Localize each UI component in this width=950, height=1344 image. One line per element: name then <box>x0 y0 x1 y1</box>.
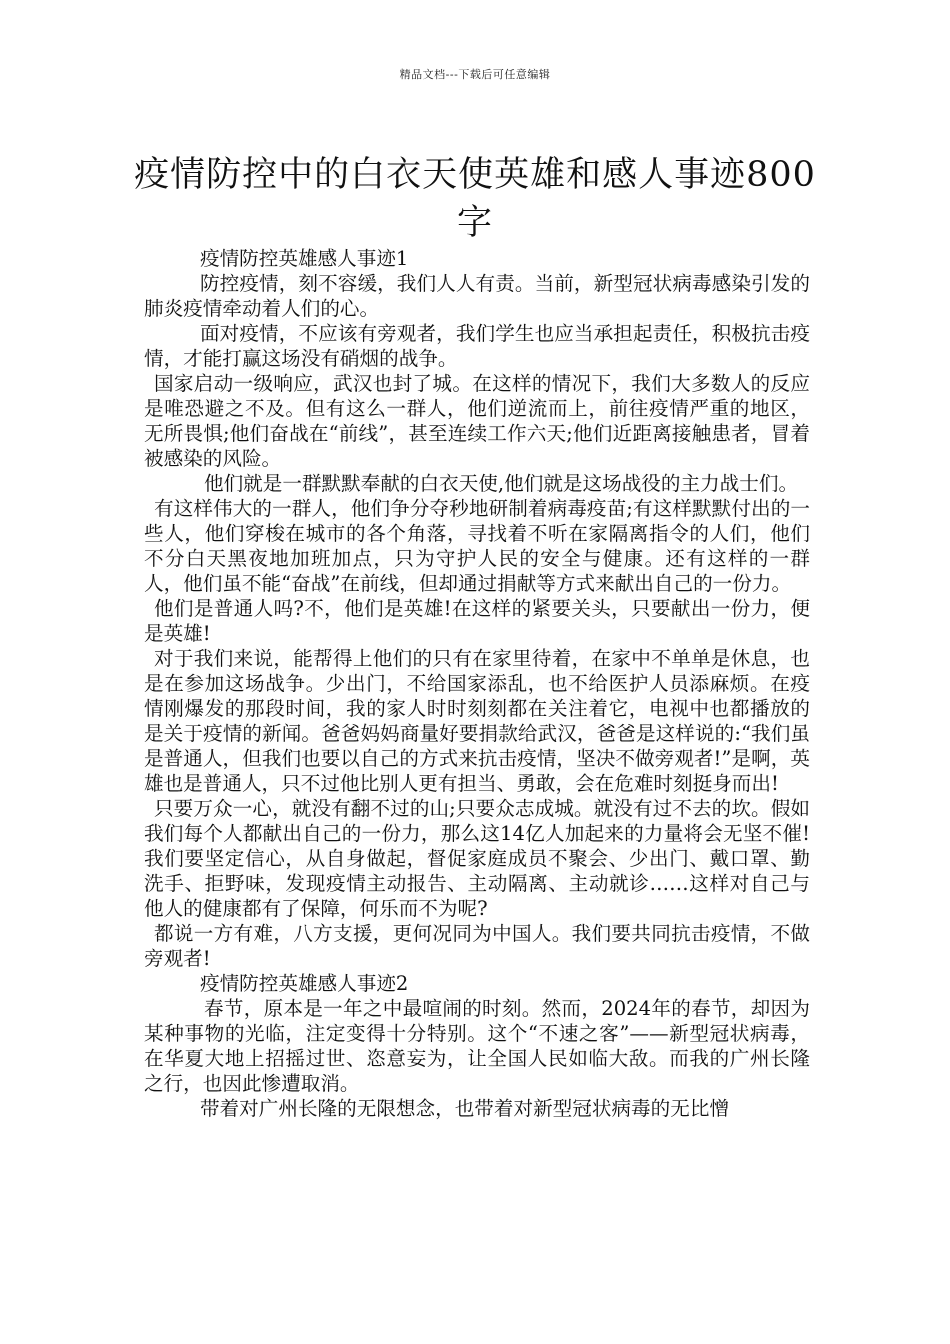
paragraph: 春节，原本是一年之中最喧闹的时刻。然而，2024年的春节，却因为某种事物的光临，注定变得十分特别。这个“不速之客”——新型冠状病毒，在华夏大地上招摇过世、恣意妄为，让全国人民如临大敌。而我的广州长隆之行，也因此惨遭取消。 <box>144 997 810 1095</box>
paragraph: 他们是普通人吗?不，他们是英雄!在这样的紧要关头，只要献出一份力，便是英雄! <box>144 597 810 645</box>
paragraph: 国家启动一级响应，武汉也封了城。在这样的情况下，我们大多数人的反应是唯恐避之不及。但有这么一群人，他们逆流而上，前往疫情严重的地区，无所畏惧;他们奋战在“前线”，甚至连续工作六天;他们近距离接触患者，冒着被感染的风险。 <box>144 372 810 470</box>
paragraph: 带着对广州长隆的无限想念，也带着对新型冠状病毒的无比憎 <box>200 1097 730 1120</box>
header-note: 精品文档---下载后可任意编辑 <box>399 68 551 81</box>
paragraph: 都说一方有难，八方支援，更何况同为中国人。我们要共同抗击疫情，不做旁观者! <box>144 922 810 970</box>
document-title: 疫情防控中的白衣天使英雄和感人事迹800字 <box>134 155 816 244</box>
section-heading-2: 疫情防控英雄感人事迹2 <box>200 972 409 995</box>
paragraph: 对于我们来说，能帮得上他们的只有在家里待着，在家中不单单是休息，也是在参加这场战争。少出门，不给国家添乱，也不给医护人员添麻烦。在疫情刚爆发的那段时间，我的家人时时刻刻都在关注着它，电视中也都播放的是关于疫情的新闻。爸爸妈妈商量好要捐款给武汉，爸爸是这样说的:“我们虽是普通人，但我们也要以自己的方式来抗击疫情，坚决不做旁观者!”是啊，英雄也是普通人，只不过他比别人更有担当、勇敢，会在危难时刻挺身而出! <box>144 647 810 795</box>
document-body <box>144 246 810 1121</box>
paragraph: 防控疫情，刻不容缓，我们人人有责。当前，新型冠状病毒感染引发的肺炎疫情牵动着人们的心。 <box>144 272 810 320</box>
paragraph: 他们就是一群默默奉献的白衣天使,他们就是这场战役的主力战士们。 <box>204 472 799 495</box>
paragraph: 只要万众一心，就没有翻不过的山;只要众志成城。就没有过不去的坎。假如我们每个人都献出自己的一份力，那么这14亿人加起来的力量将会无坚不催!我们要坚定信心，从自身做起，督促家庭成员不聚会、少出门、戴口罩、勤洗手、拒野味，发现疫情主动报告、主动隔离、主动就诊……这样对自己与他人的健康都有了保障，何乐而不为呢? <box>144 797 810 920</box>
section-heading-1: 疫情防控英雄感人事迹1 <box>200 247 409 270</box>
paragraph: 面对疫情，不应该有旁观者，我们学生也应当承担起责任，积极抗击疫情，才能打赢这场没有硝烟的战争。 <box>144 322 810 370</box>
paragraph: 有这样伟大的一群人，他们争分夺秒地研制着病毒疫苗;有这样默默付出的一些人，他们穿梭在城市的各个角落，寻找着不听在家隔离指令的人们，他们不分白天黑夜地加班加点，只为守护人民的安全与健康。还有这样的一群人，他们虽不能“奋战”在前线，但却通过捐献等方式来献出自己的一份力。 <box>144 497 810 595</box>
